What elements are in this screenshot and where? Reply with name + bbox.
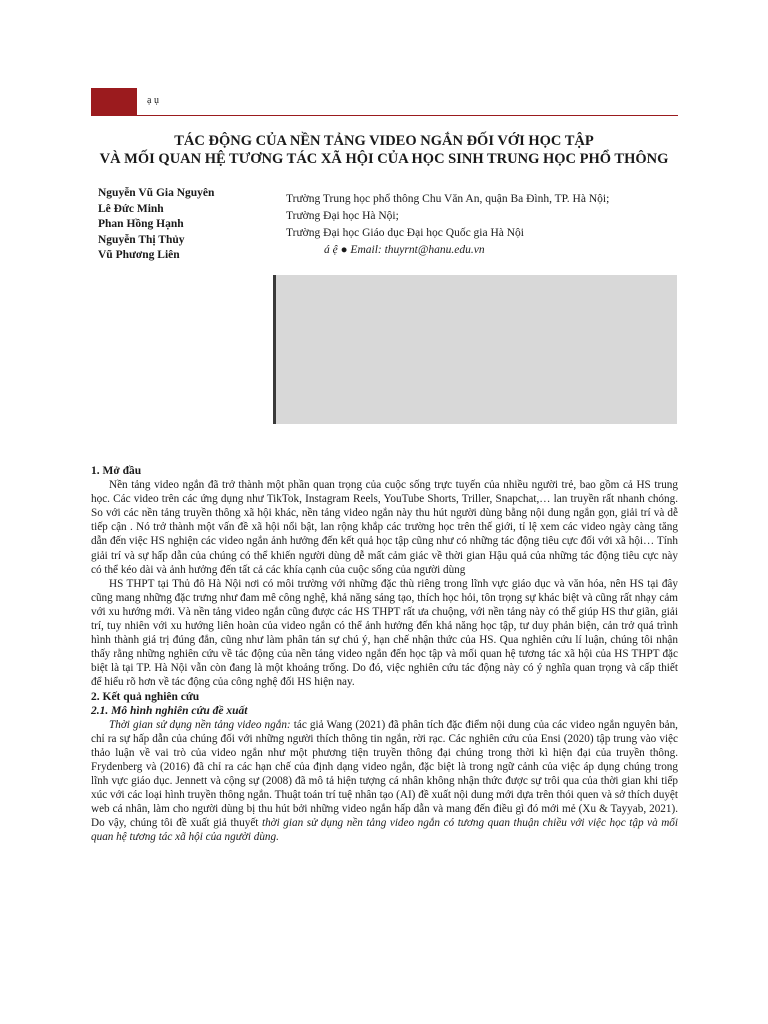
author-name: Nguyễn Vũ Gia Nguyên [98,187,215,199]
author-name: Phan Hồng Hạnh [98,218,184,230]
affiliation: Trường Đại học Hà Nội; [286,210,399,222]
author-list [98,186,214,264]
paragraph: Nền tảng video ngắn đã trở thành một phần quan trọng của cuộc sống trực tuyến của nhiều người trẻ, bao gồm cả HS trung học. Các video trên các ứng dụng như TikTok, Instagram Reels, YouTube Shorts, Triller, Snapchat,… lan truyền rất nhanh chóng. So với các nền tảng truyền thông xã hội khác, nền tảng video ngắn này thu hút người dùng bằng nội dung ngắn gọn, giải trí và dễ tiếp cận . Nó trở thành một vấn đề xã hội nổi bật, lan rộng khắp các trường học trên thế giới, tỉ lệ xem các video ngày càng tăng dẫn đến việc HS nghiện các video ngắn ảnh hưởng đến kết quả học tập cũng như có những tác động tiêu cực đối với xã hội… Tính giải trí và sự hấp dẫn của chúng có thể khiến người dùng dễ mất cảm giác về thời gian Hậu quả của những tác động tiêu cực này có thể kéo dài và ảnh hưởng đến tất cả các khía cạnh của cuộc sống của người dùng [91,479,678,576]
contact-email: á ệ ● Email: thuyrnt@hanu.edu.vn [324,244,485,256]
author-name: Nguyễn Thị Thủy [98,233,185,246]
abstract-box [273,275,677,424]
subsection-heading: 2.1. Mô hình nghiên cứu đề xuất [91,704,248,717]
paper-title-line-1: TÁC ĐỘNG CỦA NỀN TẢNG VIDEO NGẮN ĐỐI VỚI HỌC TẬP [174,133,594,149]
affiliation: Trường Đại học Giáo dục Đại học Quốc gia Hà Nội [286,227,525,239]
abstract-box-edge [273,275,276,424]
section-heading: 1. Mở đầu [91,465,142,477]
author-name: Lê Đức Minh [98,202,164,215]
paragraph-text: tác giả Wang (2021) đã phân tích đặc điểm nội dung của các video ngắn nguyên bản, chỉ ra sự hấp dẫn của chúng đối với những người thích thông tin ngắn, rời rạc. Các nghiên cứu của Ensi (2020) tập trung vào việc thảo luận về vai trò của video ngắn như một phương tiện truyền thông đại chúng trong thời kì hiện đại của truyền thông. Frydenberg và (2016) đã chỉ ra các hạn chế của định dạng video ngắn, đặc biệt là trong ngữ cảnh của việc áp dụng chúng trong lĩnh vực giáo dục. Jennett và cộng sự (2008) đã mô tả hiện tượng cá nhân không nhận thức được sự trôi qua của thời gian khi tiếp xúc với các loại hình truyền thông ngắn. Thuật toán trí tuệ nhân tạo (AI) đề xuất nội dung mới dựa trên thói quen và sở thích duyệt web cá nhân, làm cho người dùng bị thu hút bởi những video ngắn hấp dẫn và mang đến điều gì đó mới mẻ (Xu & Tayyab, 2021). Do vậy, chúng tôi đề xuất giả thuyết [91,718,678,830]
section-1 [91,464,678,845]
affiliation-list [286,191,609,259]
paragraph: HS THPT tại Thủ đô Hà Nội nơi có môi trường với những đặc thù riêng trong lĩnh vực giáo dục và văn hóa, nên HS tại đây cũng mang những đặc trưng như đam mê công nghệ, khả năng sáng tạo, thích học hỏi, tôn trọng sự khác biệt và cũng rất nhạy cảm với xu hướng mới. Và nền tảng video ngắn cũng được các HS THPT rất ưa chuộng, với nền tảng này có thể giúp HS thư giãn, giải trí, tuy nhiên với xu hướng liên hoàn của video ngắn có thể ảnh hưởng đến khả năng học tập, tư duy phản biện, cản trở quá trình hình thành giá trị đúng đắn, cũng như làm phân tán sự chú ý, hạn chế nhận thức của HS. Qua nghiên cứu lí luận, chúng tôi nhận thấy rằng những nghiên cứu về tác động của nền tảng video ngắn đến học tập và mối quan hệ tương tác xã hội của HS THPT đặc biệt là tại TP. Hà Nội vẫn còn đang là một khoảng trống. Do đó, việc nghiên cứu tác động này có ý nghĩa quan trọng và cấp thiết để hiểu rõ hơn về tác động của công nghệ đối HS hiện nay. [91,577,678,689]
header-rule [137,115,678,116]
running-header-text: ạ ụ [147,95,159,106]
section-heading: 2. Kết quả nghiên cứu [91,690,200,703]
running-header [91,88,678,116]
hypothesis: thời gian sử dụng nền tảng video ngắn có tương quan thuận chiều với việc học tập và mối quan hệ tương tác xã hội của người dùng. [91,817,679,844]
affiliation: Trường Trung học phổ thông Chu Văn An, quận Ba Đình, TP. Hà Nội; [286,193,610,205]
header-red-block [91,88,137,116]
paper-title-line-2: VÀ MỐI QUAN HỆ TƯƠNG TÁC XÃ HỘI CỦA HỌC SINH TRUNG HỌC PHỔ THÔNG [99,151,669,167]
paragraph [91,718,678,845]
lead-phrase: Thời gian sử dụng nền tảng video ngắn: [109,718,291,731]
author-name: Vũ Phương Liên [98,249,180,261]
